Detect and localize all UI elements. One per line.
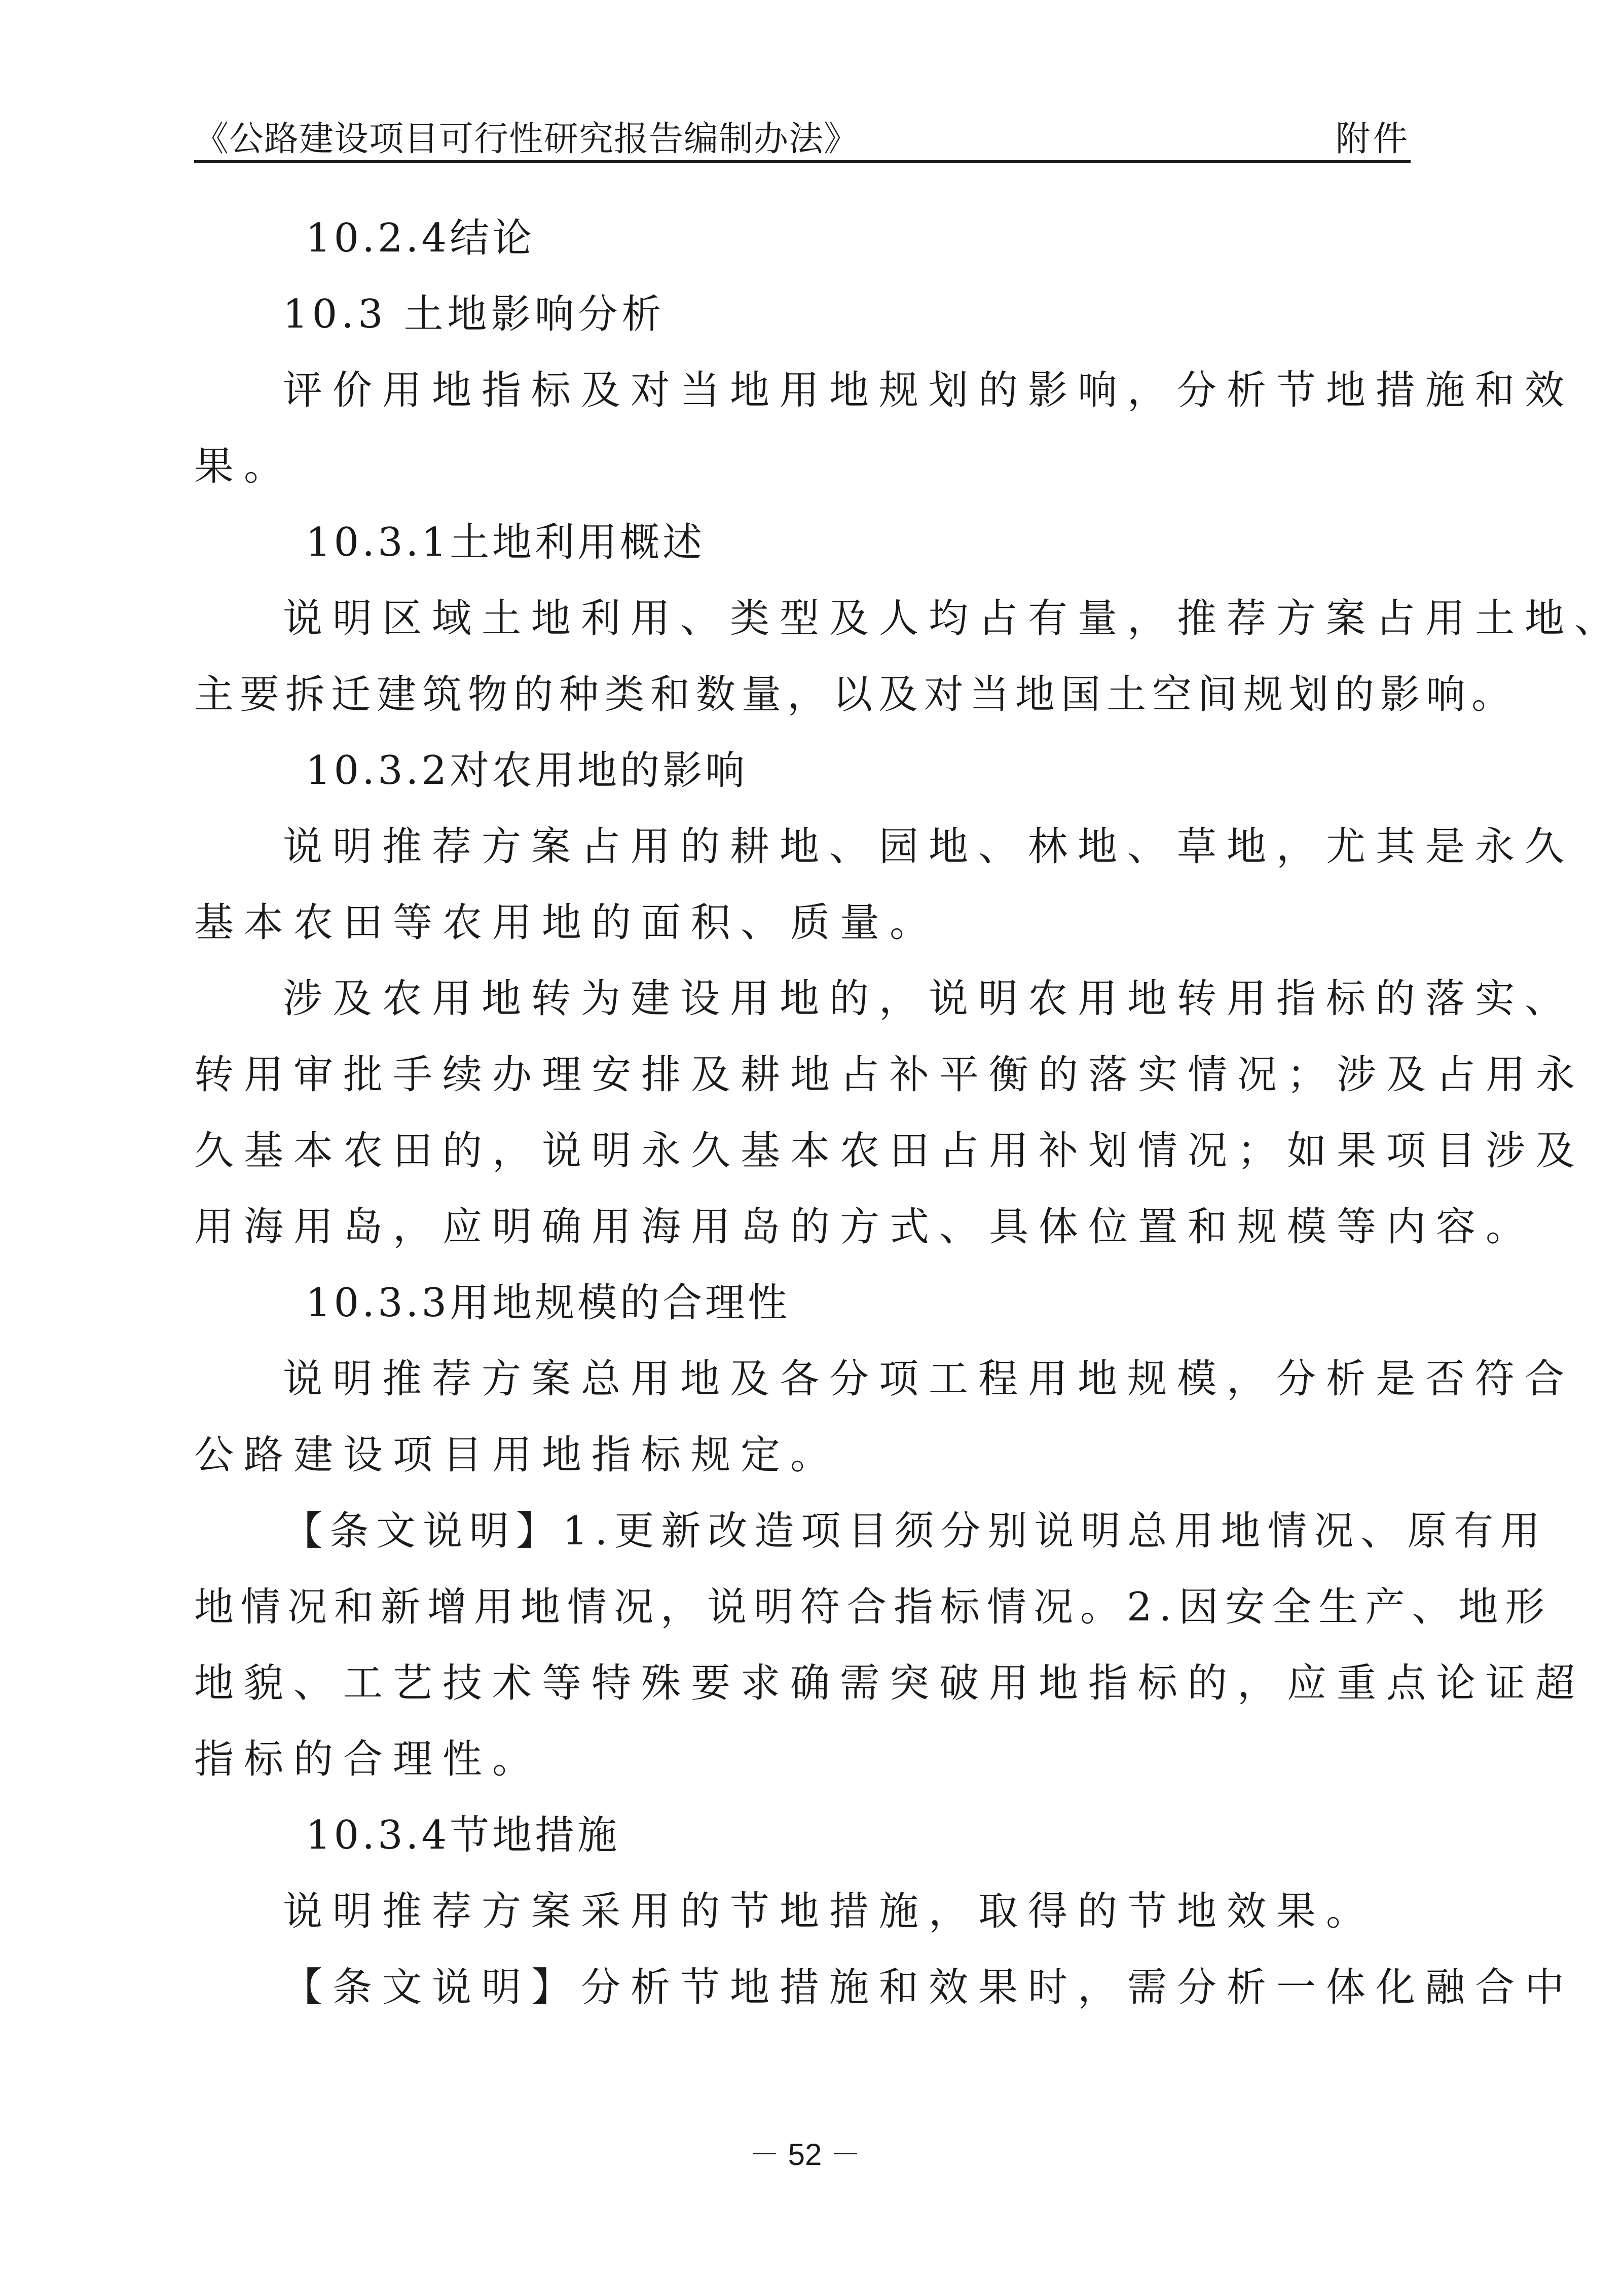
paragraph-line: 用海用岛，应明确用海用岛的方式、具体位置和规模等内容。 — [194, 1204, 1536, 1250]
body-text — [194, 200, 1624, 2026]
paragraph-line: 久基本农田的，说明永久基本农田占用补划情况；如果项目涉及 — [194, 1128, 1585, 1174]
document-title: 《公路建设项目可行性研究报告编制办法》 — [194, 119, 859, 159]
paragraph-line: 说明推荐方案采用的节地措施，取得的节地效果。 — [283, 1889, 1376, 1934]
paragraph-line: 涉及农用地转为建设用地的，说明农用地转用指标的落实、 — [283, 976, 1575, 1022]
paragraph-line: 说明推荐方案占用的耕地、园地、林地、草地，尤其是永久 — [283, 824, 1575, 870]
clause-note-line: 指标的合理性。 — [194, 1737, 542, 1782]
clause-note-line: 地貌、工艺技术等特殊要求确需突破用地指标的，应重点论证超 — [194, 1660, 1585, 1706]
heading-10-2-4: 10.2.4结论 — [306, 215, 535, 261]
paragraph-line: 基本农田等农用地的面积、质量。 — [194, 900, 940, 946]
appendix-label: 附件 — [1335, 119, 1411, 159]
paragraph-line: 说明推荐方案总用地及各分项工程用地规模，分析是否符合 — [283, 1356, 1575, 1402]
paragraph-line: 转用审批手续办理安排及耕地占补平衡的落实情况；涉及占用永 — [194, 1052, 1585, 1098]
heading-10-3-3: 10.3.3用地规模的合理性 — [306, 1280, 791, 1326]
clause-note-line: 【条文说明】分析节地措施和效果时，需分析一体化融合中 — [283, 1965, 1575, 2010]
heading-10-3-4: 10.3.4节地措施 — [306, 1813, 620, 1858]
heading-10-3: 10.3 土地影响分析 — [283, 292, 666, 337]
header-rule — [194, 160, 1411, 163]
heading-10-3-2: 10.3.2对农用地的影响 — [306, 748, 748, 793]
clause-note-line: 地情况和新增用地情况，说明符合指标情况。2.因安全生产、地形 — [194, 1584, 1552, 1630]
paragraph-line: 主要拆迁建筑物的种类和数量，以及对当地国土空间规划的影响。 — [194, 672, 1518, 717]
heading-10-3-1: 10.3.1土地利用概述 — [306, 520, 706, 565]
paragraph-line: 果。 — [194, 444, 294, 489]
page-header — [194, 114, 1411, 165]
paragraph-line: 公路建设项目用地指标规定。 — [194, 1432, 840, 1478]
page-number: － 52 － — [749, 2138, 861, 2172]
paragraph-line: 评价用地指标及对当地用地规划的影响，分析节地措施和效 — [283, 368, 1575, 413]
paragraph-line: 说明区域土地利用、类型及人均占有量，推荐方案占用土地、 — [283, 596, 1624, 641]
clause-note-line: 【条文说明】1.更新改造项目须分别说明总用地情况、原有用 — [283, 1508, 1547, 1554]
